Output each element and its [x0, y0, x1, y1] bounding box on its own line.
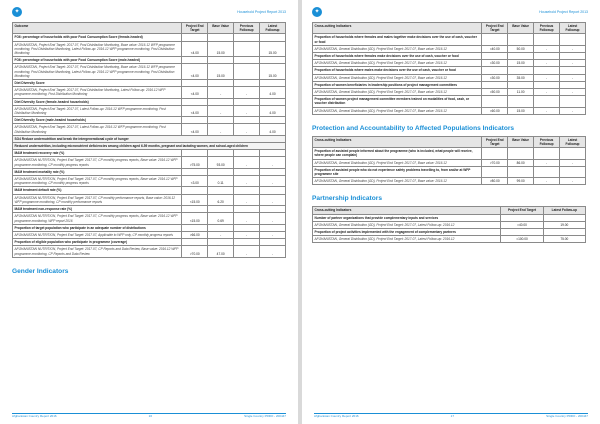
outcome-header-cell: Base Value	[208, 23, 234, 34]
empty-cell	[534, 67, 560, 74]
empty-cell	[234, 224, 260, 231]
empty-cell	[501, 229, 543, 236]
indicator-name-cell: Proportion of households where females make decisions over the use of cash, voucher or food	[313, 53, 482, 60]
table-row	[313, 60, 586, 67]
empty-cell	[260, 150, 286, 157]
table-row	[313, 178, 586, 185]
table-row	[13, 231, 286, 238]
indicator-name-cell: Diet Diversity Score (male-headed households)	[13, 117, 182, 124]
table-row	[313, 236, 586, 243]
value-cell	[234, 41, 260, 57]
empty-cell	[534, 166, 560, 177]
indicator-source-cell: AFGHANISTAN NUTRITION, Project End Target: 2017.07, CP monthly progress reports, Base value: 2016.12 WFP programme monitoring, WFP report 2016	[13, 213, 182, 224]
value-cell: =30.00	[482, 74, 508, 81]
empty-cell	[534, 53, 560, 60]
value-cell: 15.00	[208, 41, 234, 57]
empty-cell	[208, 187, 234, 194]
table-row	[313, 45, 586, 52]
table-row	[13, 87, 286, 98]
indicator-name-cell: Diet Diversity Score (female-headed households)	[13, 98, 182, 105]
footer-rule	[314, 413, 588, 414]
value-cell: -	[260, 194, 286, 205]
empty-cell	[182, 150, 208, 157]
empty-cell	[208, 34, 234, 41]
value-cell: 15.00	[508, 107, 534, 114]
indicator-source-cell: AFGHANISTAN, General Distribution (GD), Project End Target: 2017.07, Latest Follow-up: 2016.12	[313, 236, 501, 243]
indicator-name-cell: MAM treatment mortality rate (%)	[13, 168, 182, 175]
value-cell: 15.00	[260, 64, 286, 80]
indicator-source-cell: AFGHANISTAN, General Distribution (GD), Project End Target: 2017.07, Base value: 2016.12	[313, 60, 482, 67]
value-cell: -	[534, 89, 560, 96]
value-cell: -	[560, 159, 586, 166]
empty-cell	[534, 34, 560, 45]
outcome-header-cell: Latest Followup	[260, 23, 286, 34]
indicator-source-cell: AFGHANISTAN, Project End Target: 2017.07, Post Distribution Monitoring, Base value: 2016.12 WFP programme monitoring, Post Distribution Monitoring, Latest Follow-up: 2016.12 WFP programme monitoring, Post Distribution Monitoring	[13, 41, 182, 57]
empty-cell	[234, 239, 260, 246]
empty-cell	[560, 148, 586, 159]
value-cell: 15.00	[260, 41, 286, 57]
table-row	[313, 81, 586, 88]
table-row	[313, 107, 586, 114]
value-cell: >70.00	[482, 159, 508, 166]
indicator-source-cell: AFGHANISTAN, General Distribution (GD), Project End Target: 2017.07, Base value: 2016.12	[313, 159, 482, 166]
table-row	[13, 168, 286, 175]
value-cell: -	[560, 178, 586, 185]
value-cell	[234, 64, 260, 80]
empty-cell	[182, 34, 208, 41]
value-cell: -	[560, 107, 586, 114]
empty-cell	[508, 34, 534, 45]
value-cell: -	[260, 157, 286, 168]
indicator-source-cell: AFGHANISTAN, General Distribution (GD), Project End Target: 2017.07, Latest Follow-up: 2016.12	[313, 221, 501, 228]
outcome-header-cell: Project End Target	[182, 23, 208, 34]
indicator-name-cell: Proportion of women project management committee members trained on modalities of food, cash, or voucher distribution	[313, 96, 482, 107]
empty-cell	[508, 81, 534, 88]
footer-left: Afghanistan Country Report 2016	[12, 414, 57, 418]
value-cell: -	[234, 194, 260, 205]
empty-cell	[482, 96, 508, 107]
value-cell: -	[234, 124, 260, 135]
empty-cell	[234, 80, 260, 87]
value-cell: -	[560, 60, 586, 67]
table-row	[13, 98, 286, 105]
empty-cell	[208, 224, 234, 231]
footer	[314, 414, 588, 418]
indicator-name-cell: FO6: percentage of households with poor Food Consumption Score (male-headed)	[13, 57, 182, 64]
table-row	[313, 214, 586, 221]
section-row-cell: Reduced undernutrition, including micronutrient deficiencies among children aged 6-59 months, pregnant and lactating women, and school-aged children	[13, 143, 286, 150]
value-cell: -	[208, 231, 234, 238]
value-cell: <4.00	[182, 105, 208, 116]
indicator-name-cell: Proportion of project activities implemented with the engagement of complementary partners	[313, 229, 501, 236]
value-cell: =60.00	[482, 107, 508, 114]
indicator-source-cell: AFGHANISTAN, Project End Target: 2017.07, Post Distribution Monitoring, Base value: 2016.12 WFP programme monitoring, Post Distribution Monitoring, Latest Follow-up: 2016.12 WFP programme monitoring, Post Distribution Monitoring	[13, 64, 182, 80]
value-cell: -	[534, 74, 560, 81]
empty-cell	[208, 57, 234, 64]
wfp-logo-icon: ✦	[312, 7, 322, 17]
table-row	[13, 117, 286, 124]
cross-cutting-header-cell: Base Value	[508, 23, 534, 34]
value-cell: -	[234, 231, 260, 238]
table-row	[13, 246, 286, 257]
empty-cell	[260, 224, 286, 231]
table-row	[313, 89, 586, 96]
value-cell: -	[534, 159, 560, 166]
empty-cell	[182, 117, 208, 124]
table-row	[313, 74, 586, 81]
indicator-source-cell: AFGHANISTAN, General Distribution (GD), Project End Target: 2017.07, Base value: 2016.12	[313, 178, 482, 185]
indicator-name-cell: FO6: percentage of households with poor Food Consumption Score (female-headed)	[13, 34, 182, 41]
partnership-header-cell: Project End Target	[501, 207, 543, 214]
empty-cell	[208, 206, 234, 213]
indicator-name-cell: Proportion of households where females and males together make decisions over the use of cash, voucher or food	[313, 34, 482, 45]
indicator-source-cell: AFGHANISTAN, General Distribution (GD), Project End Target: 2017.07, Base value: 2016.12	[313, 74, 482, 81]
indicator-source-cell: AFGHANISTAN, Project End Target: 2017.07, Latest Follow-up: 2016.12 WFP programme monitoring, Post Distribution Monitoring	[13, 124, 182, 135]
value-cell: -	[234, 176, 260, 187]
table-row	[13, 64, 286, 80]
indicator-source-cell: AFGHANISTAN NUTRITION, Project End Target: 2017.07, CP monthly performance reports, Base value: 2016.12 WFP programme monitoring, CP monthly performance reports	[13, 194, 182, 205]
empty-cell	[234, 117, 260, 124]
value-cell: -	[534, 178, 560, 185]
indicator-source-cell: AFGHANISTAN, Project End Target: 2017.07, Post Distribution Monitoring, Latest Follow-up: 2016.12 WFP programme monitoring, Post Distribution Monitoring	[13, 87, 182, 98]
value-cell: 99.00	[508, 178, 534, 185]
indicator-source-cell: AFGHANISTAN, General Distribution (GD), Project End Target: 2017.07, Base value: 2016.12	[313, 107, 482, 114]
empty-cell	[182, 57, 208, 64]
table-row	[313, 96, 586, 107]
empty-cell	[534, 81, 560, 88]
value-cell: -	[208, 105, 234, 116]
table-row	[13, 105, 286, 116]
indicator-source-cell: AFGHANISTAN, Project End Target: 2017.07, Latest Follow-up: 2016.12 WFP programme monitoring, Post Distribution Monitoring	[13, 105, 182, 116]
protection-header-cell: Base Value	[508, 136, 534, 147]
table-row	[13, 224, 286, 231]
empty-cell	[560, 53, 586, 60]
empty-cell	[208, 150, 234, 157]
empty-cell	[543, 214, 585, 221]
empty-cell	[260, 117, 286, 124]
page-left	[0, 0, 298, 424]
empty-cell	[501, 214, 543, 221]
indicator-name-cell: Proportion of eligible population who participate in programme (coverage)	[13, 239, 182, 246]
table-row	[313, 159, 586, 166]
empty-cell	[208, 239, 234, 246]
value-cell: <15.00	[182, 194, 208, 205]
value-cell: -	[260, 246, 286, 257]
protection-header-cell: Cross-cutting Indicators	[313, 136, 482, 147]
value-cell: 93.00	[208, 157, 234, 168]
empty-cell	[560, 96, 586, 107]
empty-cell	[234, 98, 260, 105]
table-row	[13, 213, 286, 224]
protection-indicators-title: Protection and Accountability to Affected Populations Indicators	[312, 124, 515, 132]
indicator-name-cell: Number of partner organizations that provide complementary inputs and services	[313, 214, 501, 221]
indicator-name-cell: Proportion of assisted people informed about the programme (who is included, what people will receive, where people can complain)	[313, 148, 482, 159]
indicator-name-cell: Diet Diversity Score	[13, 80, 182, 87]
table-row	[13, 57, 286, 64]
empty-cell	[543, 229, 585, 236]
empty-cell	[208, 117, 234, 124]
indicator-name-cell: MAM treatment recovery rate (%)	[13, 150, 182, 157]
empty-cell	[260, 206, 286, 213]
empty-cell	[208, 80, 234, 87]
value-cell: -	[534, 45, 560, 52]
empty-cell	[182, 206, 208, 213]
table-row	[13, 124, 286, 135]
outcome-header-cell: Outcome	[13, 23, 182, 34]
page-right	[302, 0, 600, 424]
empty-cell	[260, 239, 286, 246]
value-cell: =40.00	[482, 45, 508, 52]
value-cell: =50.00	[482, 89, 508, 96]
section-row-cell: SO4 Reduce undernutrition and break the intergenerational cycle of hunger	[13, 135, 286, 142]
empty-cell	[560, 34, 586, 45]
table-row	[13, 187, 286, 194]
value-cell: 19.00	[543, 221, 585, 228]
empty-cell	[260, 98, 286, 105]
cross-cutting-header-cell: Latest Followup	[560, 23, 586, 34]
indicator-source-cell: AFGHANISTAN NUTRITION, Project End Target: 2017.07, Applicable to WFP only, CP monthly progress reports	[13, 231, 182, 238]
protection-header-cell: Project End Target	[482, 136, 508, 147]
empty-cell	[482, 67, 508, 74]
value-cell: =100.00	[501, 236, 543, 243]
value-cell: >80.00	[482, 178, 508, 185]
protection-table	[312, 136, 586, 186]
partnership-header-cell: Latest Follow-up	[543, 207, 585, 214]
value-cell: -	[534, 107, 560, 114]
indicator-name-cell: MAM treatment default rate (%)	[13, 187, 182, 194]
table-row	[313, 53, 586, 60]
empty-cell	[260, 34, 286, 41]
table-row	[13, 80, 286, 87]
wfp-logo-icon: ✦	[12, 7, 22, 17]
empty-cell	[182, 98, 208, 105]
value-cell: <4.00	[182, 87, 208, 98]
empty-cell	[508, 67, 534, 74]
value-cell: 6.20	[208, 194, 234, 205]
empty-cell	[482, 81, 508, 88]
value-cell: <4.00	[182, 64, 208, 80]
table-row	[13, 206, 286, 213]
table-row	[313, 221, 586, 228]
empty-cell	[534, 96, 560, 107]
empty-cell	[482, 166, 508, 177]
value-cell: 15.00	[208, 64, 234, 80]
cross-cutting-header-cell: Previous Followup	[534, 23, 560, 34]
header-text: Household Project Report 2013	[237, 10, 286, 14]
empty-cell	[482, 53, 508, 60]
value-cell: >70.00	[182, 246, 208, 257]
value-cell: >75.00	[182, 157, 208, 168]
value-cell: 4.00	[260, 87, 286, 98]
table-row	[13, 143, 286, 150]
table-row	[313, 229, 586, 236]
indicator-source-cell: AFGHANISTAN, General Distribution (GD), Project End Target: 2017.07, Base value: 2016.12	[313, 45, 482, 52]
empty-cell	[508, 53, 534, 60]
footer-rule	[12, 413, 286, 414]
indicator-name-cell: MAM treatment non-response rate (%)	[13, 206, 182, 213]
partnership-indicators-title: Partnership Indicators	[312, 195, 382, 203]
table-row	[13, 157, 286, 168]
value-cell: 4.00	[260, 105, 286, 116]
indicator-source-cell: AFGHANISTAN NUTRITION, Project End Target: 2017.07, CP Reports and Data Review, Base value: 2016.12 WFP programme monitoring, CP Reports and Data Review	[13, 246, 182, 257]
value-cell: 0.11	[208, 176, 234, 187]
empty-cell	[182, 80, 208, 87]
empty-cell	[260, 187, 286, 194]
value-cell: -	[208, 87, 234, 98]
value-cell: <15.00	[182, 213, 208, 224]
value-cell: -	[560, 89, 586, 96]
footer-left: Afghanistan Country Report 2016	[314, 414, 359, 418]
gender-indicators-title: Gender Indicators	[12, 267, 69, 275]
empty-cell	[534, 148, 560, 159]
empty-cell	[234, 150, 260, 157]
page-number: 16	[148, 414, 152, 418]
protection-header-cell: Latest Followup	[560, 136, 586, 147]
left-content	[12, 22, 286, 279]
empty-cell	[560, 166, 586, 177]
footer	[12, 414, 286, 418]
value-cell: =30.00	[482, 60, 508, 67]
value-cell: 86.00	[508, 159, 534, 166]
table-row	[13, 135, 286, 142]
footer-right: Single Country PRRO - 200447	[244, 414, 286, 418]
value-cell: -	[560, 45, 586, 52]
header-text: Household Project Report 2013	[539, 10, 588, 14]
value-cell: <3.00	[182, 176, 208, 187]
empty-cell	[260, 80, 286, 87]
outcome-header-cell: Previous Followup	[234, 23, 260, 34]
value-cell: -	[234, 157, 260, 168]
page-number: 17	[450, 414, 454, 418]
empty-cell	[182, 224, 208, 231]
table-row	[13, 41, 286, 57]
empty-cell	[234, 57, 260, 64]
empty-cell	[260, 168, 286, 175]
cross-cutting-header-cell: Project End Target	[482, 23, 508, 34]
empty-cell	[182, 187, 208, 194]
value-cell: 47.00	[208, 246, 234, 257]
table-row	[313, 34, 586, 45]
value-cell: -	[234, 87, 260, 98]
table-row	[13, 150, 286, 157]
indicator-source-cell: AFGHANISTAN NUTRITION, Project End Target: 2017.07, CP monthly progress reports, Base value: 2016.12 WFP programme monitoring, CP monthly progress reports	[13, 176, 182, 187]
value-cell: -	[260, 176, 286, 187]
value-cell: -	[534, 60, 560, 67]
table-row	[313, 148, 586, 159]
value-cell: 35.00	[508, 74, 534, 81]
value-cell: -	[260, 213, 286, 224]
value-cell: -	[260, 231, 286, 238]
empty-cell	[234, 34, 260, 41]
empty-cell	[234, 206, 260, 213]
right-content	[312, 22, 586, 243]
empty-cell	[208, 168, 234, 175]
empty-cell	[482, 34, 508, 45]
empty-cell	[182, 168, 208, 175]
empty-cell	[482, 148, 508, 159]
table-row	[313, 166, 586, 177]
empty-cell	[260, 57, 286, 64]
partnership-header-cell: Cross-cutting Indicators	[313, 207, 501, 214]
empty-cell	[508, 148, 534, 159]
indicator-name-cell: Proportion of households where males make decisions over the use of cash, voucher or food	[313, 67, 482, 74]
indicator-name-cell: Proportion of assisted people who do not experience safety problems travelling to, from and/or at WFP programme site	[313, 166, 482, 177]
indicator-source-cell: AFGHANISTAN, General Distribution (GD), Project End Target: 2017.07, Base value: 2016.12	[313, 89, 482, 96]
value-cell: <4.00	[182, 41, 208, 57]
empty-cell	[508, 96, 534, 107]
table-row	[13, 176, 286, 187]
empty-cell	[560, 81, 586, 88]
value-cell: 0.69	[208, 213, 234, 224]
table-row	[313, 67, 586, 74]
value-cell: 15.00	[508, 60, 534, 67]
footer-right: Single Country PRRO - 200447	[546, 414, 588, 418]
value-cell: -	[560, 74, 586, 81]
value-cell: -	[234, 105, 260, 116]
value-cell: =40.00	[501, 221, 543, 228]
cross-cutting-header-cell: Cross-cutting Indicators	[313, 23, 482, 34]
protection-header-cell: Previous Followup	[534, 136, 560, 147]
value-cell: 75.00	[543, 236, 585, 243]
value-cell: -	[234, 246, 260, 257]
indicator-name-cell: Proportion of target population who participate in an adequate number of distributions	[13, 224, 182, 231]
empty-cell	[508, 166, 534, 177]
value-cell: <4.00	[182, 124, 208, 135]
value-cell: 50.00	[508, 45, 534, 52]
empty-cell	[560, 67, 586, 74]
table-row	[13, 194, 286, 205]
outcome-table	[12, 22, 286, 258]
value-cell: 4.00	[260, 124, 286, 135]
partnership-table	[312, 206, 586, 243]
empty-cell	[208, 98, 234, 105]
value-cell: -	[208, 124, 234, 135]
value-cell: >66.00	[182, 231, 208, 238]
indicator-name-cell: Proportion of women beneficiaries in leadership positions of project management committees	[313, 81, 482, 88]
table-row	[13, 34, 286, 41]
value-cell: -	[234, 213, 260, 224]
empty-cell	[182, 239, 208, 246]
indicator-source-cell: AFGHANISTAN NUTRITION, Project End Target: 2017.07, CP monthly progress reports, Base value: 2016.12 WFP programme monitoring, CP monthly progress reports	[13, 157, 182, 168]
empty-cell	[234, 168, 260, 175]
cross-cutting-table	[312, 22, 586, 115]
value-cell: 11.00	[508, 89, 534, 96]
table-row	[13, 239, 286, 246]
empty-cell	[234, 187, 260, 194]
